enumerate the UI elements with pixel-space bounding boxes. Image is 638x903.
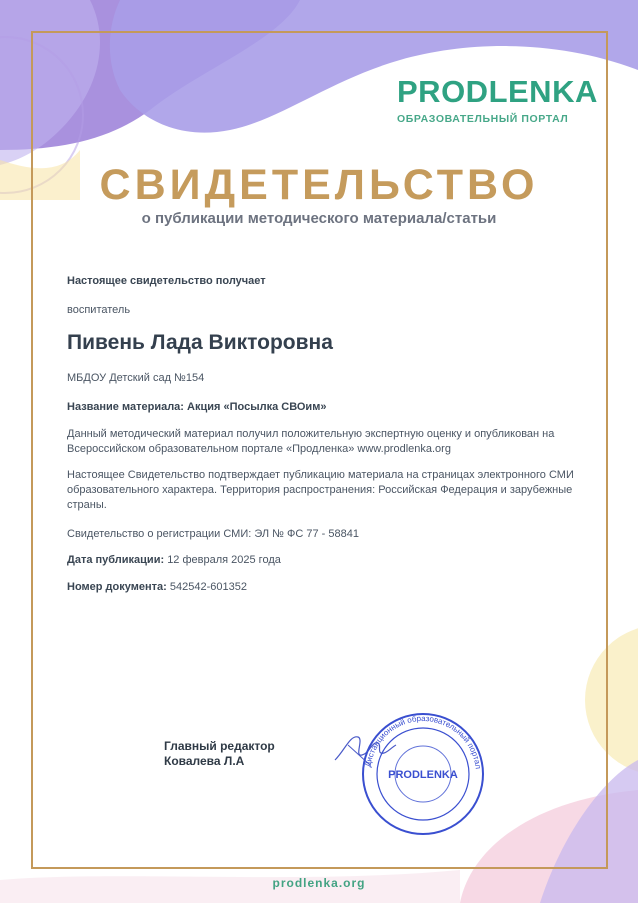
stamp-ring-text: Дистанционный образовательный портал xyxy=(363,713,483,770)
svg-text:Дистанционный образовательный xyxy=(363,714,482,770)
prodlenka-logo xyxy=(397,74,597,125)
document-number-label: Номер документа: xyxy=(67,581,167,593)
publication-date: 12 февраля 2025 года xyxy=(167,554,281,566)
recipient-position: воспитатель xyxy=(67,304,131,316)
stamp-center-text: PRODLENKA xyxy=(388,769,458,781)
organization: МБДОУ Детский сад №154 xyxy=(67,372,205,384)
publication-date-label: Дата публикации: xyxy=(67,554,165,566)
paragraph-evaluation: Данный методический материал получил положительную экспертную оценку и опубликован на Всероссийском образовательном портале «Продленка» www.prodlenka.org xyxy=(67,428,555,455)
registration-info: Свидетельство о регистрации СМИ: ЭЛ № ФС 77 - 58841 xyxy=(67,528,359,540)
logo-name: PRODLENKA xyxy=(397,74,598,109)
material-name: Акция «Посылка СВОим» xyxy=(187,401,327,413)
document-number-line xyxy=(67,580,587,595)
logo-subtitle: ОБРАЗОВАТЕЛЬНЫЙ ПОРТАЛ xyxy=(397,113,569,125)
material-line xyxy=(67,400,587,415)
official-stamp xyxy=(360,711,486,837)
stamp-graphic xyxy=(360,711,486,837)
recipient-name: Пивень Лада Викторовна xyxy=(67,331,333,354)
signature-name: Ковалева Л.А xyxy=(164,754,245,768)
certificate-subtitle: о публикации методического материала/статьи xyxy=(141,210,497,227)
document-number: 542542-601352 xyxy=(169,581,247,593)
publication-date-line xyxy=(67,553,587,568)
signature-role: Главный редактор xyxy=(164,739,275,753)
footer-url: prodlenka.org xyxy=(272,876,366,890)
paragraph-confirmation: Настоящее Свидетельство подтверждает публикацию материала на страницах электронного СМИ образовательного характера. Территория распространения: Российская Федерация и зарубежные страны. xyxy=(67,469,574,511)
certificate-title: СВИДЕТЕЛЬСТВО xyxy=(99,161,539,209)
signature-block xyxy=(164,739,275,769)
receives-label: Настоящее свидетельство получает xyxy=(67,275,266,287)
material-label: Название материала: xyxy=(67,401,184,413)
